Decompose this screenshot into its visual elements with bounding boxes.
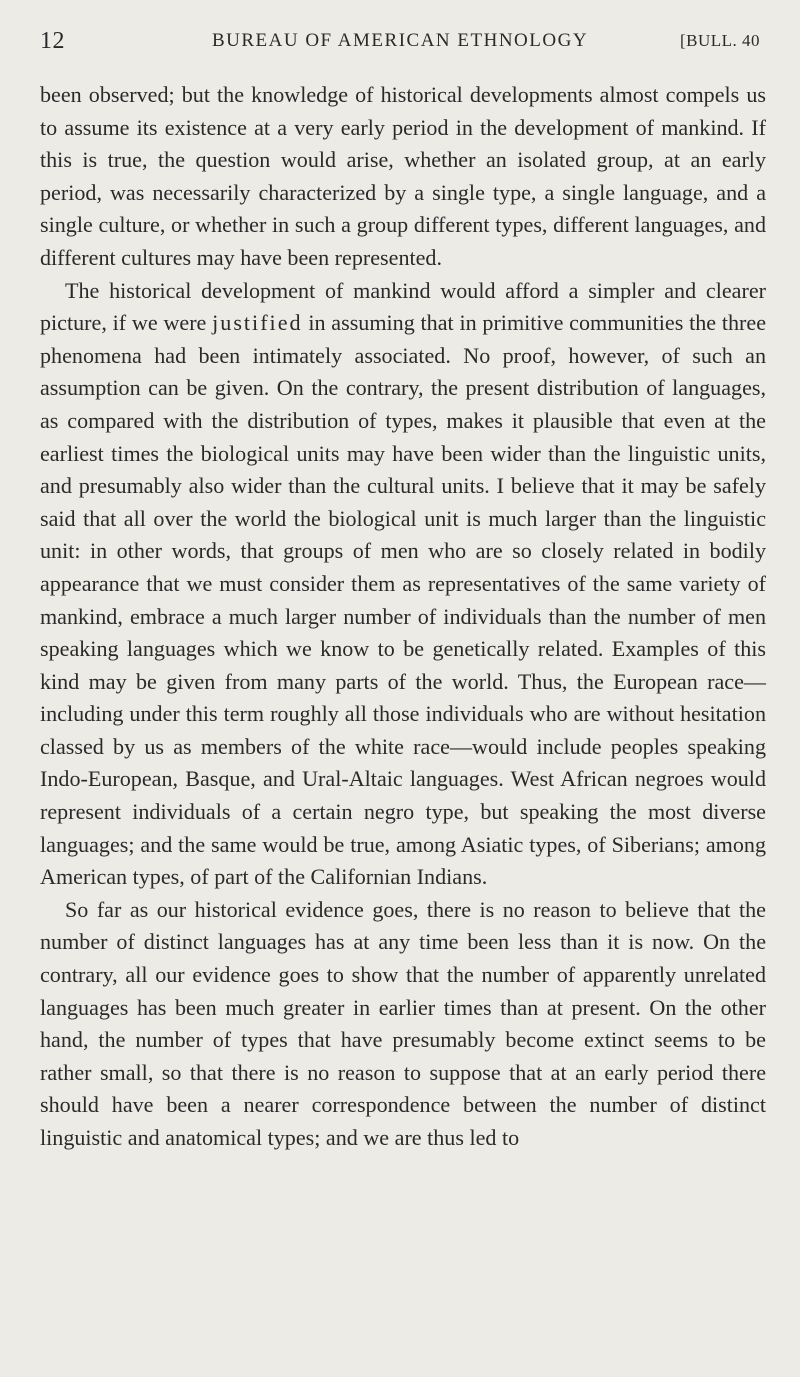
bulletin-reference: [BULL. 40 (679, 31, 760, 50)
page-number: 12 (40, 28, 65, 54)
paragraph-text-end: in assuming that in primitive communities the three phenomena had been intimately associated. No proof, however, of such an assumption can be given. On the contrary, the present distribution of languages, as compared with the distribution of types, makes it plausible that even at the earliest times the biological units may have been wider than the linguistic units, and presumably also wider than the cultural units. I believe that it may be safely said that all over the world the biological unit is much larger than the linguistic unit: in other words, that groups of men who are so closely related in bodily appearance that we must consider them as representatives of the same variety of mankind, embrace a much larger number of individuals than the number of men speaking languages which we know to be genetically related. Examples of this kind may be given from many parts of the world. Thus, the European race—including under this term roughly all those individuals who are without hesitation classed by us as members of the white race—would include peoples speaking Indo-European, Basque, and Ural-Altaic languages. West African negroes would represent individuals of a certain negro type, but speaking the most diverse languages; and the same would be true, among Asiatic types, of Siberians; among American types, of part of the Californian Indians. (40, 310, 766, 890)
paragraph-text-start: The historical development of mankind would afford a simpler and clearer picture, if we were (40, 277, 766, 336)
emphasized-word: justified (212, 310, 303, 336)
paragraph-continued: been observed; but the knowledge of historical developments almost compels us to assume its existence at a very early period in the development of mankind. If this is true, the question would arise, whether an isolated group, at an early period, was necessarily characterized by a single type, a single language, and a single culture, or whether in such a group different types, different languages, and different cultures may have been represented. (40, 82, 766, 270)
body-text (40, 79, 766, 1155)
paragraph-historical-evidence: So far as our historical evidence goes, there is no reason to believe that the number of distinct languages has at any time been less than it is now. On the contrary, all our evidence goes to show that the number of apparently unrelated languages has been much greater in earlier times than at present. On the other hand, the number of types that have presumably become extinct seems to be rather small, so that there is no reason to suppose that at an early period there should have been a nearer correspondence between the number of distinct linguistic and anatomical types; and we are thus led to (40, 896, 766, 1150)
running-title: BUREAU OF AMERICAN ETHNOLOGY (211, 30, 589, 51)
paragraph-historical-development (40, 275, 766, 894)
page-header (40, 28, 760, 64)
